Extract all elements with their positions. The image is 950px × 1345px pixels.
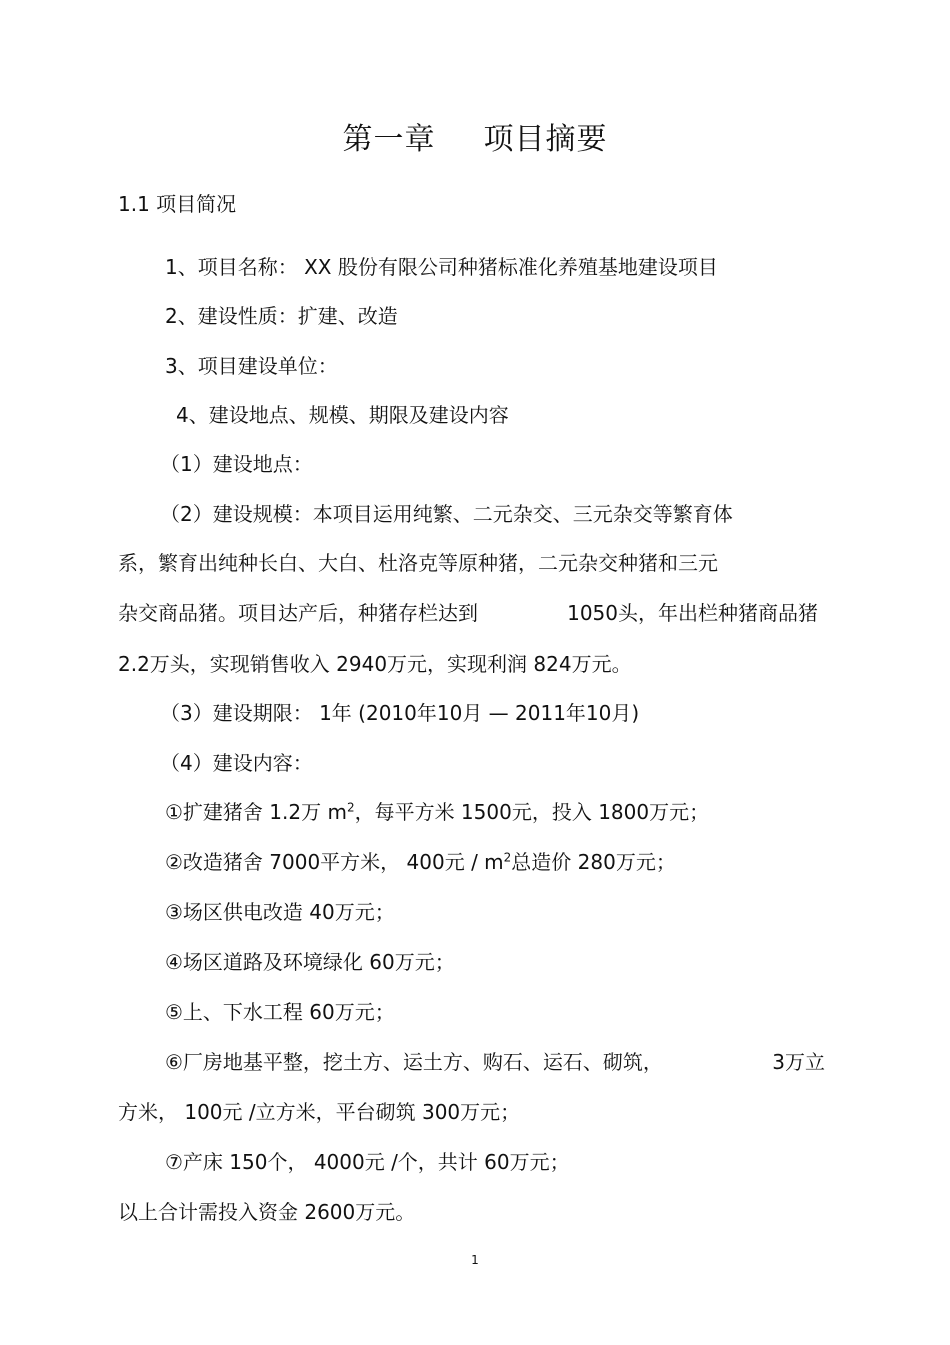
text-segment: 1050头，年出栏种猪商品猪 [567,601,818,625]
page-number: 1 [471,1253,479,1267]
text-segment: 总造价 280万元； [511,850,676,874]
paragraph-line: 4、建设地点、规模、期限及建设内容 [176,403,509,427]
superscript: 2 [503,850,512,865]
paragraph-line: （1）建设地点： [160,452,313,476]
paragraph-line: ③场区供电改造 40万元； [165,900,395,924]
paragraph-line [118,599,818,627]
text-segment: ①扩建猪舍 1.2万 m [165,800,347,824]
paragraph-line: ⑦产床 150个， 4000元 /个，共计 60万元； [165,1150,570,1174]
superscript: 2 [346,800,355,815]
paragraph-line: 3、项目建设单位： [165,354,338,378]
paragraph-line: ④场区道路及环境绿化 60万元； [165,950,455,974]
paragraph-line: 以上合计需投入资金 2600万元。 [118,1200,416,1224]
paragraph-line: 方米， 100元 /立方米，平台砌筑 300万元； [118,1100,521,1124]
paragraph-line: 2、建设性质：扩建、改造 [165,304,398,328]
paragraph-line: （3）建设期限： 1年 (2010年10月 — 2011年10月) [160,701,640,725]
paragraph-line [165,798,709,826]
chapter-title [0,118,950,162]
paragraph-line: 系，繁育出纯种长白、大白、杜洛克等原种猪，二元杂交种猪和三元 [118,551,718,575]
paragraph-line [165,1048,825,1076]
text-segment: ⑥厂房地基平整，挖土方、运土方、购石、运石、砌筑， [165,1050,663,1074]
text-segment: ②改造猪舍 7000平方米， 400元 / m [165,850,504,874]
paragraph-line: （2）建设规模：本项目运用纯繁、二元杂交、三元杂交等繁育体 [160,502,733,526]
paragraph-line: （4）建设内容： [160,751,313,775]
section-heading: 1.1 项目简况 [118,192,237,216]
paragraph-line: 2.2万头，实现销售收入 2940万元，实现利润 824万元。 [118,652,632,676]
paragraph-line: ⑤上、下水工程 60万元； [165,1000,395,1024]
chapter-name: 项目摘要 [483,122,608,157]
text-segment: 3万立 [772,1050,825,1074]
text-segment: ，每平方米 1500元，投入 1800万元； [354,800,710,824]
paragraph-line [165,848,676,876]
paragraph-line: 1、项目名称： XX 股份有限公司种猪标准化养殖基地建设项目 [165,255,718,279]
chapter-number: 第一章 [342,122,436,157]
text-segment: 杂交商品猪。项目达产后，种猪存栏达到 [118,601,478,625]
